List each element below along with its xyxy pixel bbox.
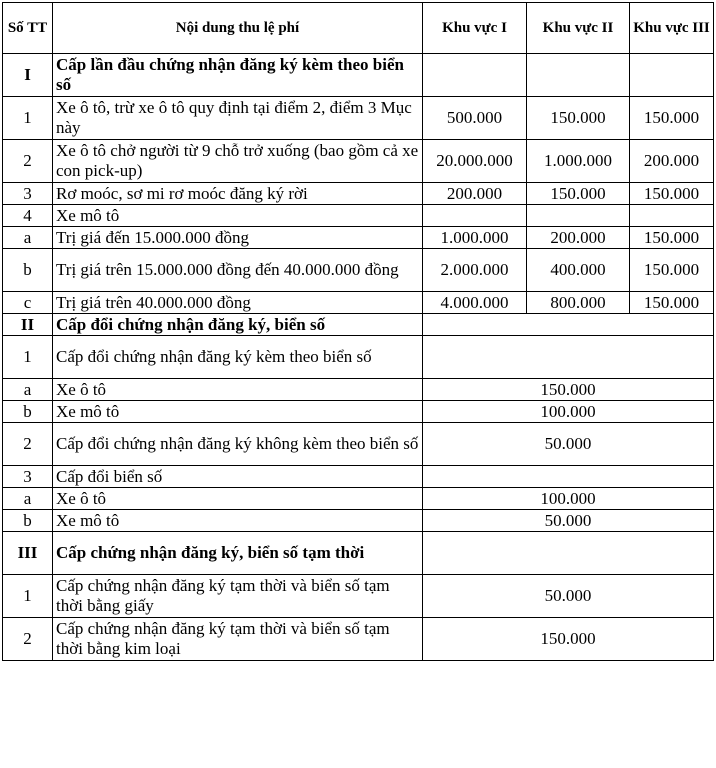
table-row — [3, 140, 714, 183]
header-stt: Số TT — [3, 3, 53, 54]
table-row — [3, 336, 714, 379]
header-region-3: Khu vực III — [630, 3, 714, 54]
row-desc: Xe ô tô — [53, 379, 423, 401]
row-desc: Xe mô tô — [53, 401, 423, 423]
fee-region-1: 2.000.000 — [423, 249, 527, 292]
row-desc: Xe ô tô — [53, 488, 423, 510]
fee-region-2: 150.000 — [527, 183, 630, 205]
fee-table — [2, 2, 714, 661]
header-content: Nội dung thu lệ phí — [53, 3, 423, 54]
fee-region-2: 400.000 — [527, 249, 630, 292]
table-row — [3, 379, 714, 401]
row-stt: a — [3, 227, 53, 249]
table-row — [3, 532, 714, 575]
table-row — [3, 292, 714, 314]
row-stt: b — [3, 249, 53, 292]
fee-region-1: 4.000.000 — [423, 292, 527, 314]
header-region-2: Khu vực II — [527, 3, 630, 54]
fee-region-3: 150.000 — [630, 292, 714, 314]
table-row — [3, 575, 714, 618]
table-row — [3, 618, 714, 661]
fee-region-2: 1.000.000 — [527, 140, 630, 183]
row-stt: 2 — [3, 618, 53, 661]
row-desc: Cấp lần đầu chứng nhận đăng ký kèm theo biển số — [53, 54, 423, 97]
row-stt: 2 — [3, 140, 53, 183]
fee-region-3: 150.000 — [630, 227, 714, 249]
row-stt: a — [3, 488, 53, 510]
row-stt: 3 — [3, 466, 53, 488]
row-stt: b — [3, 510, 53, 532]
fee-all-regions: 50.000 — [423, 575, 714, 618]
row-stt: 1 — [3, 575, 53, 618]
row-desc: Xe ô tô chở người từ 9 chỗ trở xuống (bao gồm cả xe con pick-up) — [53, 140, 423, 183]
row-stt: b — [3, 401, 53, 423]
table-row — [3, 401, 714, 423]
fee-region-1: 200.000 — [423, 183, 527, 205]
row-stt: 3 — [3, 183, 53, 205]
row-stt: 2 — [3, 423, 53, 466]
row-stt: I — [3, 54, 53, 97]
row-desc: Xe ô tô, trừ xe ô tô quy định tại điểm 2, điểm 3 Mục này — [53, 97, 423, 140]
fee-all-regions: 50.000 — [423, 510, 714, 532]
row-stt: III — [3, 532, 53, 575]
table-row — [3, 510, 714, 532]
table-row — [3, 97, 714, 140]
fee-region-2: 200.000 — [527, 227, 630, 249]
row-stt: a — [3, 379, 53, 401]
table-row — [3, 205, 714, 227]
header-region-1: Khu vực I — [423, 3, 527, 54]
fee-all-regions: 150.000 — [423, 618, 714, 661]
fee-region-3: 150.000 — [630, 249, 714, 292]
table-row — [3, 466, 714, 488]
table-row — [3, 54, 714, 97]
table-row — [3, 227, 714, 249]
fee-all-regions: 100.000 — [423, 401, 714, 423]
row-desc: Trị giá đến 15.000.000 đồng — [53, 227, 423, 249]
fee-all-regions: 50.000 — [423, 423, 714, 466]
row-stt: 4 — [3, 205, 53, 227]
row-desc: Cấp chứng nhận đăng ký, biển số tạm thời — [53, 532, 423, 575]
row-desc: Cấp chứng nhận đăng ký tạm thời và biển số tạm thời bằng kim loại — [53, 618, 423, 661]
fee-all-regions: 100.000 — [423, 488, 714, 510]
row-desc: Cấp đổi chứng nhận đăng ký không kèm theo biển số — [53, 423, 423, 466]
fee-region-1: 1.000.000 — [423, 227, 527, 249]
row-desc: Cấp đổi chứng nhận đăng ký kèm theo biển số — [53, 336, 423, 379]
table-row — [3, 314, 714, 336]
table-row — [3, 488, 714, 510]
row-desc: Cấp chứng nhận đăng ký tạm thời và biển số tạm thời bằng giấy — [53, 575, 423, 618]
row-desc: Trị giá trên 40.000.000 đồng — [53, 292, 423, 314]
table-row — [3, 183, 714, 205]
table-row — [3, 423, 714, 466]
row-desc: Trị giá trên 15.000.000 đồng đến 40.000.000 đồng — [53, 249, 423, 292]
fee-region-3: 200.000 — [630, 140, 714, 183]
fee-region-3: 150.000 — [630, 183, 714, 205]
fee-region-1: 500.000 — [423, 97, 527, 140]
row-desc: Cấp đổi biển số — [53, 466, 423, 488]
row-desc: Rơ moóc, sơ mi rơ moóc đăng ký rời — [53, 183, 423, 205]
row-stt: c — [3, 292, 53, 314]
table-row — [3, 249, 714, 292]
fee-region-2: 800.000 — [527, 292, 630, 314]
row-stt: 1 — [3, 336, 53, 379]
row-stt: II — [3, 314, 53, 336]
fee-region-3: 150.000 — [630, 97, 714, 140]
row-stt: 1 — [3, 97, 53, 140]
fee-region-1: 20.000.000 — [423, 140, 527, 183]
row-desc: Xe mô tô — [53, 510, 423, 532]
fee-all-regions: 150.000 — [423, 379, 714, 401]
row-desc: Cấp đổi chứng nhận đăng ký, biển số — [53, 314, 423, 336]
row-desc: Xe mô tô — [53, 205, 423, 227]
fee-region-2: 150.000 — [527, 97, 630, 140]
